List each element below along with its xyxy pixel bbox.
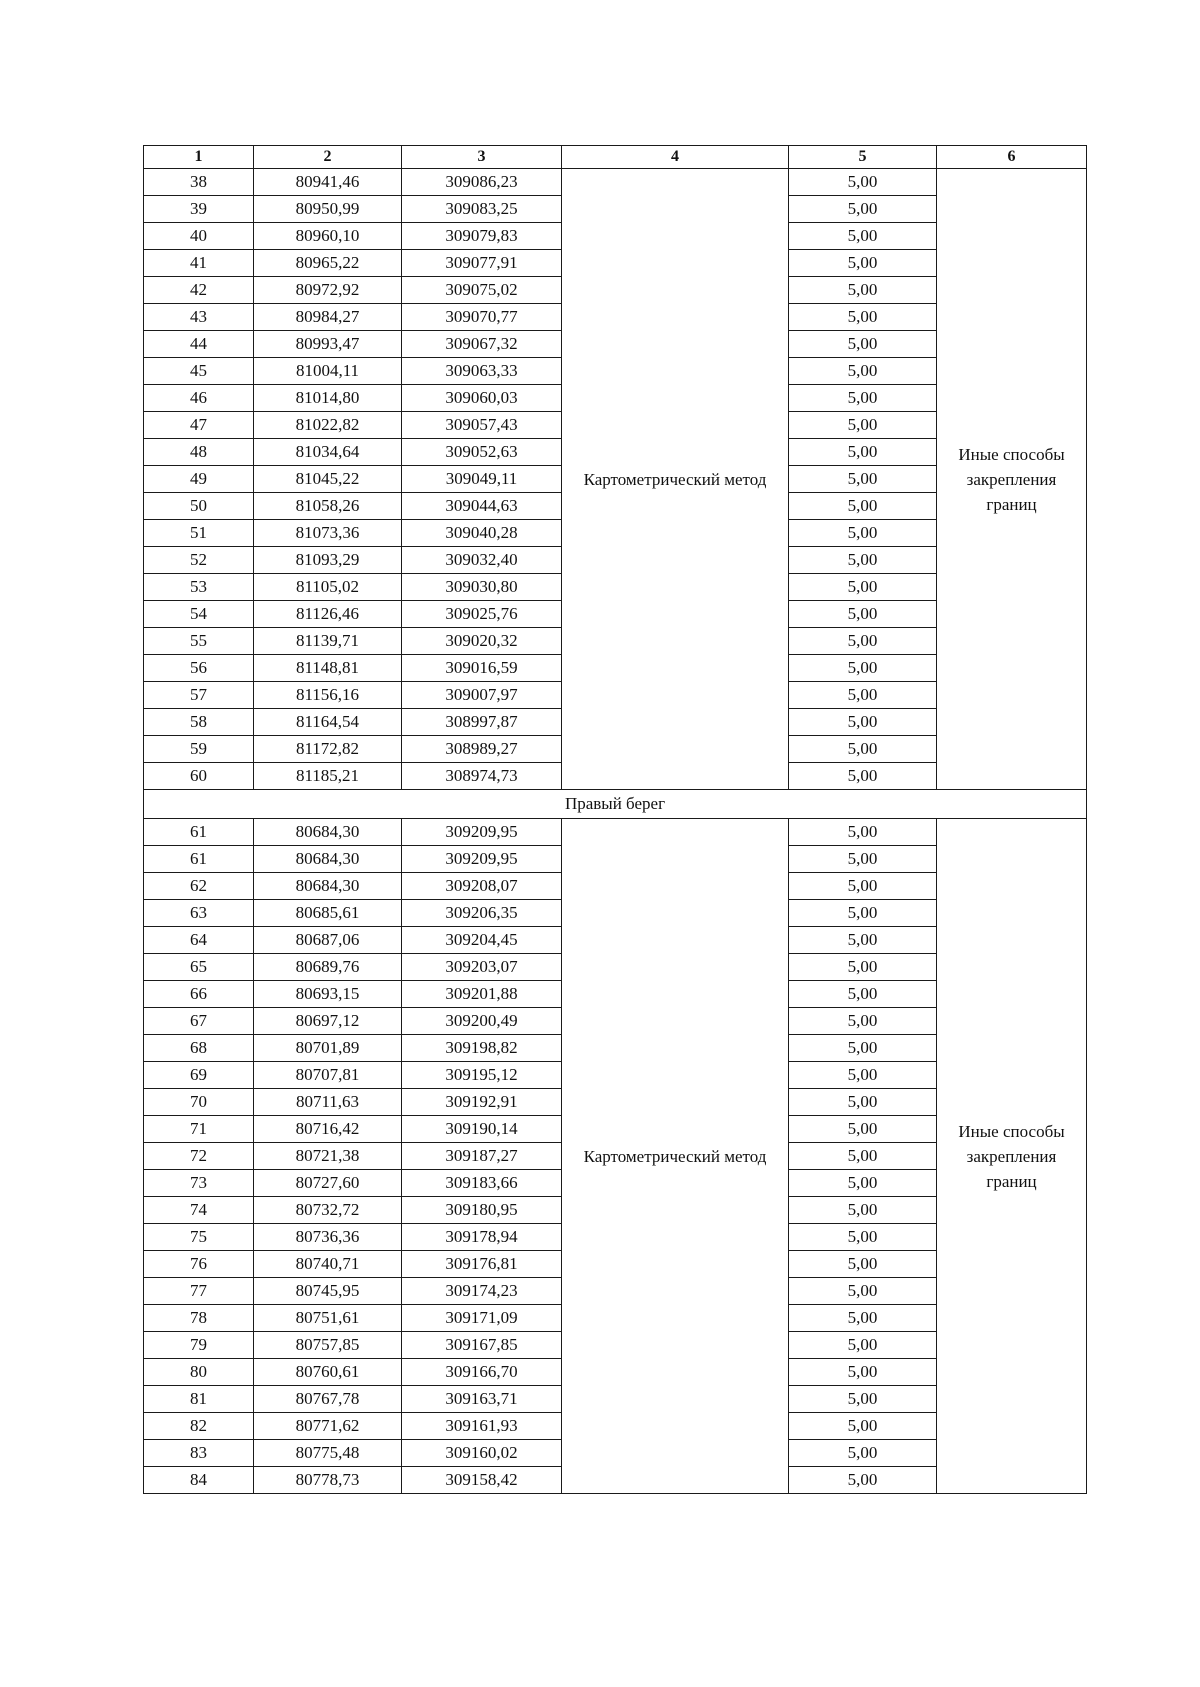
accuracy-cell: 5,00 — [789, 601, 937, 628]
y-coordinate-cell: 309007,97 — [402, 682, 562, 709]
accuracy-cell: 5,00 — [789, 873, 937, 900]
x-coordinate-cell: 80778,73 — [254, 1467, 402, 1494]
accuracy-cell: 5,00 — [789, 1143, 937, 1170]
x-coordinate-cell: 80736,36 — [254, 1224, 402, 1251]
x-coordinate-cell: 80740,71 — [254, 1251, 402, 1278]
accuracy-cell: 5,00 — [789, 1089, 937, 1116]
x-coordinate-cell: 81148,81 — [254, 655, 402, 682]
x-coordinate-cell: 81058,26 — [254, 493, 402, 520]
x-coordinate-cell: 80697,12 — [254, 1008, 402, 1035]
x-coordinate-cell: 80993,47 — [254, 331, 402, 358]
x-coordinate-cell: 81139,71 — [254, 628, 402, 655]
accuracy-cell: 5,00 — [789, 331, 937, 358]
fixing-method-line: Иные способы — [958, 1121, 1065, 1141]
y-coordinate-cell: 309178,94 — [402, 1224, 562, 1251]
column-header-3: 3 — [402, 146, 562, 169]
x-coordinate-cell: 81093,29 — [254, 547, 402, 574]
y-coordinate-cell: 309032,40 — [402, 547, 562, 574]
accuracy-cell: 5,00 — [789, 1008, 937, 1035]
point-number-cell: 55 — [144, 628, 254, 655]
point-number-cell: 44 — [144, 331, 254, 358]
point-number-cell: 47 — [144, 412, 254, 439]
point-number-cell: 70 — [144, 1089, 254, 1116]
y-coordinate-cell: 309192,91 — [402, 1089, 562, 1116]
y-coordinate-cell: 309025,76 — [402, 601, 562, 628]
accuracy-cell: 5,00 — [789, 466, 937, 493]
y-coordinate-cell: 309203,07 — [402, 954, 562, 981]
y-coordinate-cell: 309075,02 — [402, 277, 562, 304]
y-coordinate-cell: 309190,14 — [402, 1116, 562, 1143]
column-header-6: 6 — [937, 146, 1087, 169]
fixing-method-cell — [937, 169, 1087, 790]
fixing-method-line: закрепления — [966, 469, 1057, 489]
point-number-cell: 83 — [144, 1440, 254, 1467]
x-coordinate-cell: 81164,54 — [254, 709, 402, 736]
accuracy-cell: 5,00 — [789, 1251, 937, 1278]
point-number-cell: 43 — [144, 304, 254, 331]
accuracy-cell: 5,00 — [789, 196, 937, 223]
accuracy-cell: 5,00 — [789, 250, 937, 277]
point-number-cell: 81 — [144, 1386, 254, 1413]
point-number-cell: 61 — [144, 846, 254, 873]
accuracy-cell: 5,00 — [789, 574, 937, 601]
y-coordinate-cell: 309067,32 — [402, 331, 562, 358]
column-header-1: 1 — [144, 146, 254, 169]
point-number-cell: 54 — [144, 601, 254, 628]
point-number-cell: 77 — [144, 1278, 254, 1305]
x-coordinate-cell: 80684,30 — [254, 873, 402, 900]
accuracy-cell: 5,00 — [789, 709, 937, 736]
y-coordinate-cell: 309206,35 — [402, 900, 562, 927]
point-number-cell: 67 — [144, 1008, 254, 1035]
accuracy-cell: 5,00 — [789, 493, 937, 520]
x-coordinate-cell: 80687,06 — [254, 927, 402, 954]
x-coordinate-cell: 81034,64 — [254, 439, 402, 466]
y-coordinate-cell: 309180,95 — [402, 1197, 562, 1224]
point-number-cell: 74 — [144, 1197, 254, 1224]
point-number-cell: 66 — [144, 981, 254, 1008]
x-coordinate-cell: 80775,48 — [254, 1440, 402, 1467]
point-number-cell: 45 — [144, 358, 254, 385]
boundary-points-table — [143, 145, 1087, 1494]
y-coordinate-cell: 309201,88 — [402, 981, 562, 1008]
y-coordinate-cell: 309176,81 — [402, 1251, 562, 1278]
y-coordinate-cell: 309209,95 — [402, 819, 562, 846]
y-coordinate-cell: 309161,93 — [402, 1413, 562, 1440]
accuracy-cell: 5,00 — [789, 1413, 937, 1440]
accuracy-cell: 5,00 — [789, 1197, 937, 1224]
point-number-cell: 68 — [144, 1035, 254, 1062]
x-coordinate-cell: 80707,81 — [254, 1062, 402, 1089]
y-coordinate-cell: 309171,09 — [402, 1305, 562, 1332]
y-coordinate-cell: 309070,77 — [402, 304, 562, 331]
y-coordinate-cell: 309060,03 — [402, 385, 562, 412]
x-coordinate-cell: 80965,22 — [254, 250, 402, 277]
accuracy-cell: 5,00 — [789, 1035, 937, 1062]
x-coordinate-cell: 80767,78 — [254, 1386, 402, 1413]
x-coordinate-cell: 80701,89 — [254, 1035, 402, 1062]
x-coordinate-cell: 80760,61 — [254, 1359, 402, 1386]
accuracy-cell: 5,00 — [789, 547, 937, 574]
x-coordinate-cell: 80732,72 — [254, 1197, 402, 1224]
x-coordinate-cell: 80745,95 — [254, 1278, 402, 1305]
y-coordinate-cell: 309077,91 — [402, 250, 562, 277]
accuracy-cell: 5,00 — [789, 223, 937, 250]
accuracy-cell: 5,00 — [789, 927, 937, 954]
point-number-cell: 50 — [144, 493, 254, 520]
x-coordinate-cell: 81022,82 — [254, 412, 402, 439]
x-coordinate-cell: 81073,36 — [254, 520, 402, 547]
y-coordinate-cell: 309057,43 — [402, 412, 562, 439]
accuracy-cell: 5,00 — [789, 819, 937, 846]
accuracy-cell: 5,00 — [789, 520, 937, 547]
column-header-2: 2 — [254, 146, 402, 169]
table-row — [144, 169, 1087, 196]
x-coordinate-cell: 80727,60 — [254, 1170, 402, 1197]
y-coordinate-cell: 309040,28 — [402, 520, 562, 547]
x-coordinate-cell: 80693,15 — [254, 981, 402, 1008]
accuracy-cell: 5,00 — [789, 1386, 937, 1413]
y-coordinate-cell: 309079,83 — [402, 223, 562, 250]
point-number-cell: 48 — [144, 439, 254, 466]
accuracy-cell: 5,00 — [789, 736, 937, 763]
y-coordinate-cell: 309200,49 — [402, 1008, 562, 1035]
point-number-cell: 78 — [144, 1305, 254, 1332]
point-number-cell: 73 — [144, 1170, 254, 1197]
point-number-cell: 38 — [144, 169, 254, 196]
y-coordinate-cell: 309195,12 — [402, 1062, 562, 1089]
header-row — [144, 146, 1087, 169]
point-number-cell: 82 — [144, 1413, 254, 1440]
accuracy-cell: 5,00 — [789, 846, 937, 873]
x-coordinate-cell: 81172,82 — [254, 736, 402, 763]
x-coordinate-cell: 81185,21 — [254, 763, 402, 790]
y-coordinate-cell: 309044,63 — [402, 493, 562, 520]
point-number-cell: 72 — [144, 1143, 254, 1170]
accuracy-cell: 5,00 — [789, 1224, 937, 1251]
accuracy-cell: 5,00 — [789, 1170, 937, 1197]
point-number-cell: 42 — [144, 277, 254, 304]
y-coordinate-cell: 309086,23 — [402, 169, 562, 196]
point-number-cell: 60 — [144, 763, 254, 790]
x-coordinate-cell: 80757,85 — [254, 1332, 402, 1359]
point-number-cell: 53 — [144, 574, 254, 601]
point-number-cell: 51 — [144, 520, 254, 547]
point-number-cell: 59 — [144, 736, 254, 763]
y-coordinate-cell: 309174,23 — [402, 1278, 562, 1305]
x-coordinate-cell: 81126,46 — [254, 601, 402, 628]
y-coordinate-cell: 308997,87 — [402, 709, 562, 736]
accuracy-cell: 5,00 — [789, 1359, 937, 1386]
y-coordinate-cell: 309183,66 — [402, 1170, 562, 1197]
y-coordinate-cell: 309083,25 — [402, 196, 562, 223]
x-coordinate-cell: 81045,22 — [254, 466, 402, 493]
point-number-cell: 65 — [144, 954, 254, 981]
x-coordinate-cell: 81105,02 — [254, 574, 402, 601]
point-number-cell: 39 — [144, 196, 254, 223]
y-coordinate-cell: 309167,85 — [402, 1332, 562, 1359]
point-number-cell: 49 — [144, 466, 254, 493]
accuracy-cell: 5,00 — [789, 1062, 937, 1089]
point-number-cell: 61 — [144, 819, 254, 846]
point-number-cell: 69 — [144, 1062, 254, 1089]
x-coordinate-cell: 80716,42 — [254, 1116, 402, 1143]
accuracy-cell: 5,00 — [789, 385, 937, 412]
y-coordinate-cell: 309020,32 — [402, 628, 562, 655]
point-number-cell: 40 — [144, 223, 254, 250]
method-cell: Картометрический метод — [562, 169, 789, 790]
fixing-method-line: границ — [986, 494, 1037, 514]
y-coordinate-cell: 309158,42 — [402, 1467, 562, 1494]
x-coordinate-cell: 80684,30 — [254, 819, 402, 846]
accuracy-cell: 5,00 — [789, 628, 937, 655]
y-coordinate-cell: 309016,59 — [402, 655, 562, 682]
x-coordinate-cell: 80771,62 — [254, 1413, 402, 1440]
accuracy-cell: 5,00 — [789, 1305, 937, 1332]
x-coordinate-cell: 80689,76 — [254, 954, 402, 981]
y-coordinate-cell: 309163,71 — [402, 1386, 562, 1413]
y-coordinate-cell: 309160,02 — [402, 1440, 562, 1467]
y-coordinate-cell: 309030,80 — [402, 574, 562, 601]
point-number-cell: 58 — [144, 709, 254, 736]
y-coordinate-cell: 309052,63 — [402, 439, 562, 466]
point-number-cell: 75 — [144, 1224, 254, 1251]
point-number-cell: 79 — [144, 1332, 254, 1359]
accuracy-cell: 5,00 — [789, 1278, 937, 1305]
accuracy-cell: 5,00 — [789, 682, 937, 709]
accuracy-cell: 5,00 — [789, 277, 937, 304]
point-number-cell: 62 — [144, 873, 254, 900]
point-number-cell: 41 — [144, 250, 254, 277]
y-coordinate-cell: 309049,11 — [402, 466, 562, 493]
point-number-cell: 76 — [144, 1251, 254, 1278]
y-coordinate-cell: 309204,45 — [402, 927, 562, 954]
column-header-5: 5 — [789, 146, 937, 169]
x-coordinate-cell: 80685,61 — [254, 900, 402, 927]
accuracy-cell: 5,00 — [789, 1116, 937, 1143]
accuracy-cell: 5,00 — [789, 439, 937, 466]
accuracy-cell: 5,00 — [789, 169, 937, 196]
point-number-cell: 63 — [144, 900, 254, 927]
section-row — [144, 790, 1087, 819]
fixing-method-line: границ — [986, 1171, 1037, 1191]
x-coordinate-cell: 80972,92 — [254, 277, 402, 304]
x-coordinate-cell: 80960,10 — [254, 223, 402, 250]
point-number-cell: 64 — [144, 927, 254, 954]
x-coordinate-cell: 80711,63 — [254, 1089, 402, 1116]
table-body — [144, 146, 1087, 1494]
accuracy-cell: 5,00 — [789, 900, 937, 927]
accuracy-cell: 5,00 — [789, 1467, 937, 1494]
accuracy-cell: 5,00 — [789, 655, 937, 682]
y-coordinate-cell: 308974,73 — [402, 763, 562, 790]
x-coordinate-cell: 80721,38 — [254, 1143, 402, 1170]
section-label: Правый берег — [144, 790, 1087, 819]
accuracy-cell: 5,00 — [789, 1332, 937, 1359]
fixing-method-cell — [937, 819, 1087, 1494]
accuracy-cell: 5,00 — [789, 1440, 937, 1467]
point-number-cell: 80 — [144, 1359, 254, 1386]
point-number-cell: 46 — [144, 385, 254, 412]
x-coordinate-cell: 81156,16 — [254, 682, 402, 709]
x-coordinate-cell: 80684,30 — [254, 846, 402, 873]
point-number-cell: 71 — [144, 1116, 254, 1143]
y-coordinate-cell: 309208,07 — [402, 873, 562, 900]
x-coordinate-cell: 80941,46 — [254, 169, 402, 196]
y-coordinate-cell: 309209,95 — [402, 846, 562, 873]
y-coordinate-cell: 309187,27 — [402, 1143, 562, 1170]
method-cell: Картометрический метод — [562, 819, 789, 1494]
point-number-cell: 56 — [144, 655, 254, 682]
x-coordinate-cell: 80950,99 — [254, 196, 402, 223]
x-coordinate-cell: 80751,61 — [254, 1305, 402, 1332]
point-number-cell: 57 — [144, 682, 254, 709]
x-coordinate-cell: 81014,80 — [254, 385, 402, 412]
accuracy-cell: 5,00 — [789, 358, 937, 385]
column-header-4: 4 — [562, 146, 789, 169]
accuracy-cell: 5,00 — [789, 954, 937, 981]
point-number-cell: 84 — [144, 1467, 254, 1494]
fixing-method-line: закрепления — [966, 1146, 1057, 1166]
x-coordinate-cell: 80984,27 — [254, 304, 402, 331]
accuracy-cell: 5,00 — [789, 763, 937, 790]
y-coordinate-cell: 308989,27 — [402, 736, 562, 763]
accuracy-cell: 5,00 — [789, 981, 937, 1008]
table-row — [144, 819, 1087, 846]
accuracy-cell: 5,00 — [789, 304, 937, 331]
y-coordinate-cell: 309166,70 — [402, 1359, 562, 1386]
y-coordinate-cell: 309198,82 — [402, 1035, 562, 1062]
y-coordinate-cell: 309063,33 — [402, 358, 562, 385]
fixing-method-line: Иные способы — [958, 444, 1065, 464]
accuracy-cell: 5,00 — [789, 412, 937, 439]
x-coordinate-cell: 81004,11 — [254, 358, 402, 385]
point-number-cell: 52 — [144, 547, 254, 574]
